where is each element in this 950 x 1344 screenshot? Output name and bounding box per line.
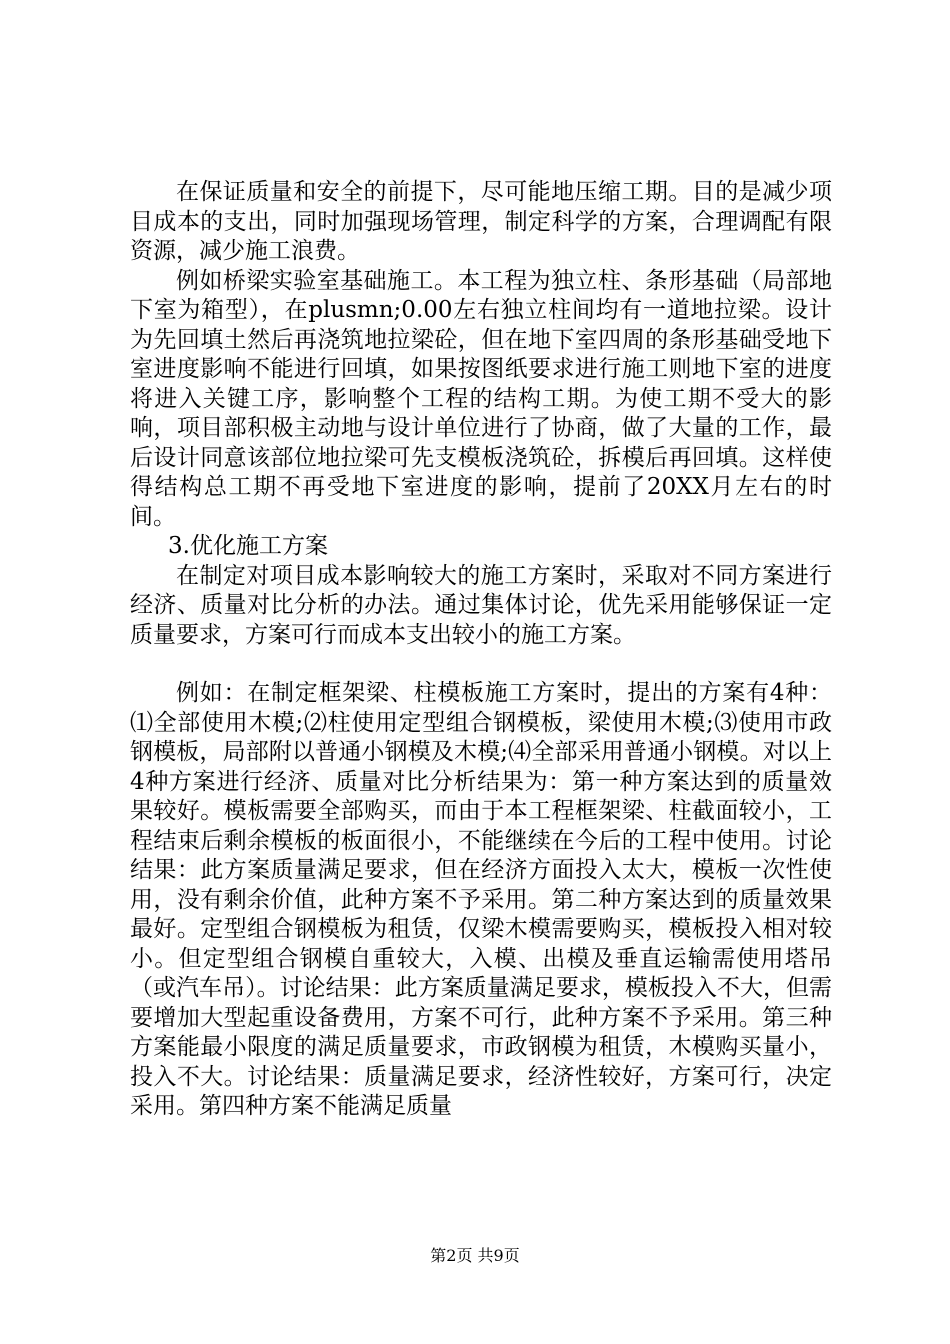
paragraph-formwork-example: 例如：在制定框架梁、柱模板施工方案时，提出的方案有4种：⑴全部使用木模;⑵柱使用定型组合钢模板，梁使用木模;⑶使用市政钢模板，局部附以普通小钢模及木模;⑷全部采用普通小钢模。对以上4种方案进行经济、质量对比分析结果为：第一种方案达到的质量效果较好。模板需要全部购买，而由于本工程框架梁、柱截面较小，工程结束后剩余模板的板面很小，不能继续在今后的工程中使用。讨论结果：此方案质量满足要求，但在经济方面投入太大，模板一次性使用，没有剩余价值，此种方案不予采用。第二种方案达到的质量效果最好。定型组合钢模板为租赁，仅梁木模需要购买，模板投入相对较小。但定型组合钢模自重较大，入模、出模及垂直运输需使用塔吊（或汽车吊）。讨论结果：此方案质量满足要求，模板投入不大，但需要增加大型起重设备费用，方案不可行，此种方案不予采用。第三种方案能最小限度的满足质量要求，市政钢模为租赁，木模购买量小，投入不大。讨论结果：质量满足要求，经济性较好，方案可行，决定采用。第四种方案不能满足质量	[130, 680, 832, 1119]
paragraph-schedule-compression: 在保证质量和安全的前提下，尽可能地压缩工期。目的是减少项目成本的支出，同时加强现场管理，制定科学的方案，合理调配有限资源，减少施工浪费。	[130, 179, 832, 264]
section-heading-optimize-plan: 3.优化施工方案	[168, 533, 328, 559]
paragraph-bridge-lab-example: 例如桥梁实验室基础施工。本工程为独立柱、条形基础（局部地下室为箱型），在plusmn;0.00左右独立柱间均有一道地拉梁。设计为先回填土然后再浇筑地拉梁砼，但在地下室四周的条形基础受地下室进度影响不能进行回填，如果按图纸要求进行施工则地下室的进度将进入关键工序，影响整个工程的结构工期。为使工期不受大的影响，项目部积极主动地与设计单位进行了协商，做了大量的工作，最后设计同意该部位地拉梁可先支模板浇筑砼，拆模后再回填。这样使得结构总工期不再受地下室进度的影响，提前了20XX月左右的时间。	[130, 267, 832, 530]
document-body	[130, 178, 832, 1122]
paragraph-plan-comparison: 在制定对项目成本影响较大的施工方案时，采取对不同方案进行经济、质量对比分析的办法。通过集体讨论，优先采用能够保证一定质量要求，方案可行而成本支出较小的施工方案。	[130, 562, 832, 648]
page-number-footer: 第2页 共9页	[430, 1246, 520, 1265]
